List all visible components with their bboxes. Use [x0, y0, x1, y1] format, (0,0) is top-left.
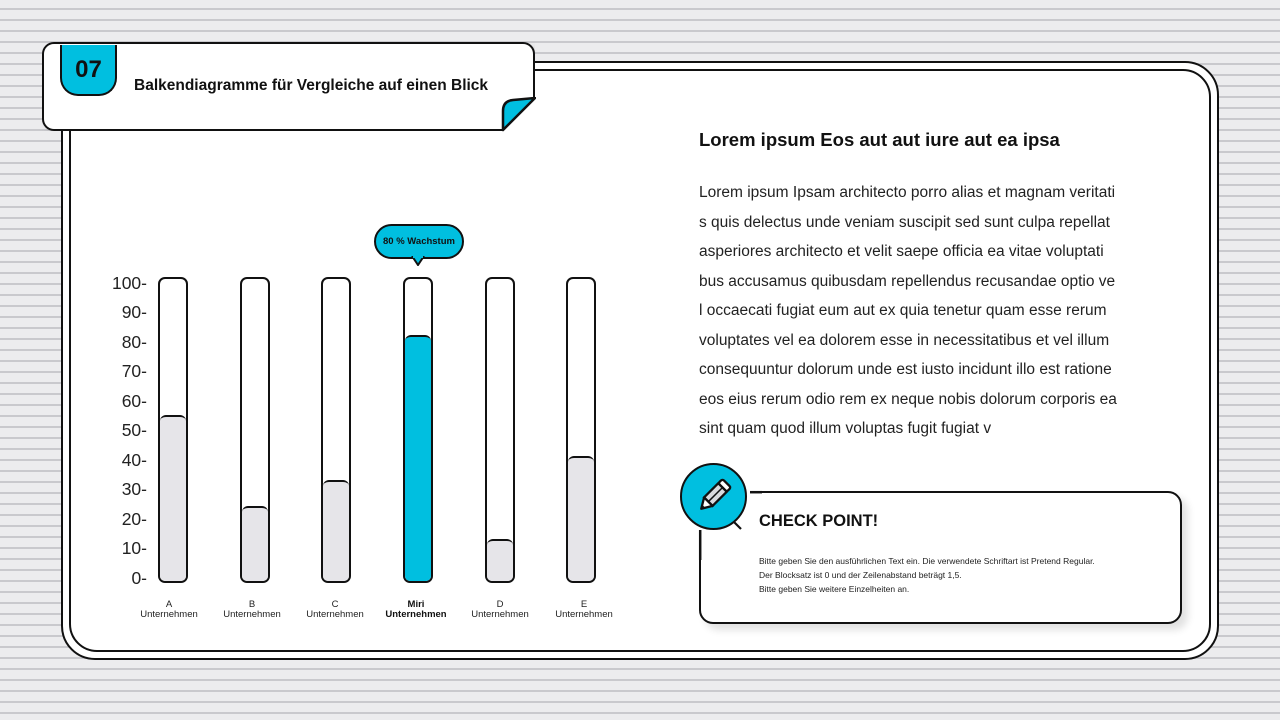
- x-label-line: Unternehmen: [555, 609, 613, 620]
- y-tick-label: 60-: [121, 391, 147, 411]
- x-label-miri: [371, 600, 461, 620]
- y-tick-label: 40-: [121, 450, 147, 470]
- x-label-line: B: [248, 599, 256, 610]
- bar-c: [321, 277, 351, 583]
- y-tick-label: 70-: [121, 361, 147, 381]
- paragraph-line: Lorem ipsum Ipsam architecto porro alias et magnam veritati: [699, 184, 1116, 201]
- section-heading: Lorem ipsum Eos aut aut iure aut ea ipsa: [699, 129, 1060, 150]
- paragraph-line: s quis delectus unde veniam suscipit sed sunt culpa repellat: [699, 214, 1110, 231]
- bar-e: [566, 277, 596, 583]
- paragraph-line: bus accusamus quibusdam repellendus recusandae optio ve: [699, 273, 1116, 290]
- x-label-line: Unternehmen: [223, 609, 281, 620]
- x-label-line: D: [496, 599, 504, 610]
- paragraph-line: consequuntur dolorum unde est iusto incidunt illo est ratione: [699, 361, 1112, 378]
- bar-d: [485, 277, 515, 583]
- x-label-d: [455, 600, 545, 620]
- paragraph-line: voluptates vel ea dolorem esse in necessitatibus et vel illum: [699, 332, 1110, 349]
- page-title: Balkendiagramme für Vergleiche auf einen Blick: [134, 77, 489, 94]
- bar-fill: [405, 335, 431, 581]
- checkpoint-top-edge: [750, 488, 762, 494]
- y-tick-label: 30-: [121, 479, 147, 499]
- checkpoint-line: Bitte geben Sie den ausführlichen Text ein. Die verwendete Schriftart ist Pretend Regular.: [759, 556, 1095, 566]
- checkpoint-line: Bitte geben Sie weitere Einzelheiten an.: [759, 584, 910, 594]
- checkpoint-icon-circle: [680, 463, 747, 530]
- y-tick-label: 0-: [131, 568, 147, 588]
- paragraph-line: l occaecati fugiat eum aut ex quia tenetur quam esse rerum: [699, 302, 1107, 319]
- section-number-badge: 07: [60, 45, 117, 96]
- paragraph-line: asperiores architecto et velit saepe officia ea vitae voluptati: [699, 243, 1104, 260]
- x-label-line: Unternehmen: [471, 609, 529, 620]
- bar-b: [240, 277, 270, 583]
- bar-a: [158, 277, 188, 583]
- checkpoint-title: CHECK POINT!: [759, 512, 879, 530]
- y-tick-label: 100-: [111, 273, 147, 293]
- x-label-c: [290, 600, 380, 620]
- tooltip-pointer-icon: [411, 256, 425, 266]
- bar-fill: [323, 480, 349, 581]
- paragraph-line: sint quam quod illum voluptas fugit fugiat v: [699, 420, 992, 437]
- x-label-line: E: [580, 599, 588, 610]
- x-label-a: [124, 600, 214, 620]
- y-tick-label: 90-: [121, 302, 147, 322]
- x-label-line: Unternehmen: [140, 609, 198, 620]
- bar-fill: [242, 506, 268, 581]
- growth-tooltip: 80 % Wachstum: [374, 224, 464, 259]
- bar-fill: [487, 539, 513, 581]
- checkpoint-line: Der Blocksatz ist 0 und der Zeilenabstand beträgt 1,5.: [759, 570, 962, 580]
- x-label-line: A: [165, 599, 173, 610]
- bar-fill: [568, 456, 594, 581]
- folded-corner-icon: [500, 97, 536, 132]
- y-tick-label: 80-: [121, 332, 147, 352]
- bar-miri: [403, 277, 433, 583]
- x-label-b: [207, 600, 297, 620]
- x-label-line: C: [331, 599, 339, 610]
- x-label-line: Unternehmen: [306, 609, 364, 620]
- x-label-line: Unternehmen: [385, 609, 447, 620]
- y-tick-label: 50-: [121, 420, 147, 440]
- checkpoint-left-edge: [697, 530, 703, 560]
- y-tick-label: 20-: [121, 509, 147, 529]
- x-label-e: [539, 600, 629, 620]
- x-label-line: Miri: [407, 599, 425, 610]
- pencil-icon: [693, 475, 735, 517]
- y-tick-label: 10-: [121, 538, 147, 558]
- bar-fill: [160, 415, 186, 581]
- paragraph-line: eos eius rerum odio rem ex neque nobis dolorum corporis ea: [699, 391, 1117, 408]
